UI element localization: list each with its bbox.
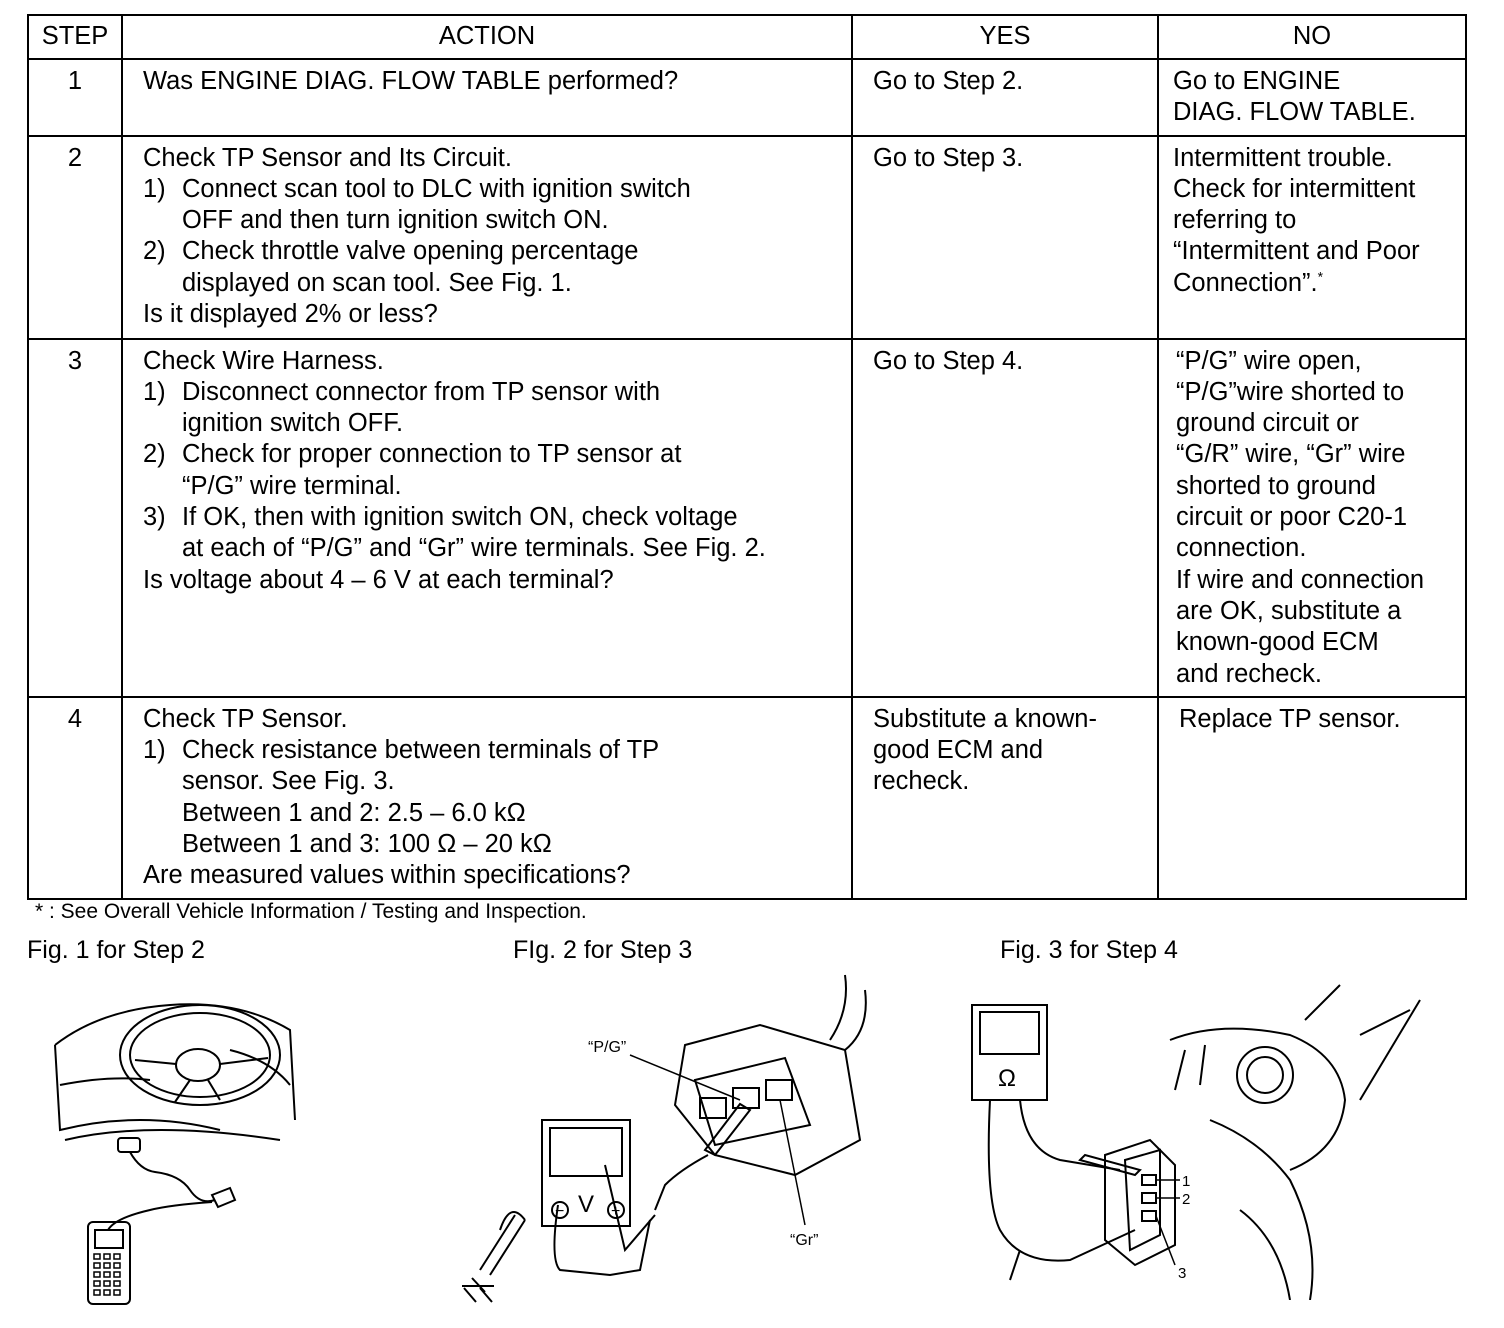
fig2-caption: FIg. 2 for Step 3 <box>513 936 693 964</box>
action-question: Is voltage about 4 – 6 V at each terminal? <box>143 565 614 594</box>
substep-number: 1) <box>143 174 166 203</box>
no-text: known-good ECM <box>1176 628 1379 657</box>
fig3-illustration <box>960 980 1440 1300</box>
action-substep <box>143 377 843 440</box>
substep-text: Disconnect connector from TP sensor with <box>182 377 661 406</box>
substep-number: 1) <box>143 736 166 765</box>
substep-text: Check for proper connection to TP sensor at <box>182 440 682 469</box>
substep-text: Check throttle valve opening percentage <box>182 237 639 266</box>
yes-cell <box>852 136 1158 339</box>
pg-wire-label: “P/G” <box>588 1039 627 1056</box>
pin-3-label: 3 <box>1178 1265 1187 1282</box>
header-action: ACTION <box>122 15 852 59</box>
no-cell <box>1158 339 1466 697</box>
substep-number: 1) <box>143 377 166 406</box>
action-substep <box>143 735 843 860</box>
no-text: ground circuit or <box>1176 409 1359 438</box>
no-text: shorted to ground <box>1176 471 1376 500</box>
action-cell <box>122 136 852 339</box>
no-cell <box>1158 136 1466 339</box>
no-text: referring to <box>1173 206 1297 235</box>
fig2-illustration <box>450 970 890 1310</box>
table-row <box>28 339 1466 697</box>
substep-number: 2) <box>143 440 166 469</box>
action-question: Is it displayed 2% or less? <box>143 300 438 329</box>
action-substep <box>143 502 843 565</box>
pin-1-label: 1 <box>1182 1173 1191 1190</box>
substep-text: Check resistance between terminals of TP <box>182 736 660 765</box>
header-yes: YES <box>852 15 1158 59</box>
fig3-caption: Fig. 3 for Step 4 <box>1000 936 1178 964</box>
substep-text: OFF and then turn ignition switch ON. <box>182 206 609 235</box>
no-text: circuit or poor C20-1 <box>1176 503 1408 532</box>
action-substep <box>143 236 843 299</box>
no-cell <box>1158 59 1466 136</box>
no-text: Go to ENGINE <box>1173 67 1341 95</box>
cable-drawing <box>108 1188 235 1230</box>
substep-text: “P/G” wire terminal. <box>182 471 402 500</box>
footnote: * : See Overall Vehicle Information / Testing and Inspection. <box>35 900 587 923</box>
yes-text: Go to Step 3. <box>873 143 1024 172</box>
substep-text: at each of “P/G” and “Gr” wire terminals. See Fig. 2. <box>182 534 766 563</box>
no-text: Replace TP sensor. <box>1179 704 1401 733</box>
substep-number: 3) <box>143 503 166 532</box>
action-cell <box>122 59 852 136</box>
no-text: DIAG. FLOW TABLE. <box>1173 98 1416 127</box>
gr-wire-label: “Gr” <box>790 1232 819 1249</box>
minus-terminal-label: − <box>555 1203 565 1220</box>
no-text: “G/R” wire, “Gr” wire <box>1176 440 1406 469</box>
step-number: 1 <box>28 59 122 136</box>
yes-cell <box>852 339 1158 697</box>
yes-text: Substitute a known- <box>873 704 1097 733</box>
no-text-last <box>1173 268 1461 299</box>
ground-symbol-icon <box>462 1278 494 1302</box>
no-text: “Intermittent and Poor <box>1173 237 1420 266</box>
table-header-row <box>28 15 1466 59</box>
substep-number: 2) <box>143 237 166 266</box>
table-row <box>28 697 1466 899</box>
action-cell <box>122 339 852 697</box>
table-row <box>28 136 1466 339</box>
action-title: Check Wire Harness. <box>143 346 384 375</box>
step-number: 3 <box>28 339 122 697</box>
action-substep <box>143 439 843 502</box>
no-text: are OK, substitute a <box>1176 596 1402 625</box>
substep-spec: Between 1 and 3: 100 Ω – 20 kΩ <box>182 830 552 859</box>
fig1-caption: Fig. 1 for Step 2 <box>27 936 205 964</box>
dlc-connector-icon <box>118 1138 215 1201</box>
yes-text: Go to Step 4. <box>873 346 1024 375</box>
throttle-body-drawing <box>1010 985 1420 1300</box>
voltmeter-unit: V <box>578 1191 595 1218</box>
no-text: Connection”. <box>1173 268 1318 297</box>
action-cell <box>122 697 852 899</box>
scan-tool-icon <box>88 1222 130 1304</box>
connector-housing-icon <box>675 975 866 1175</box>
substep-spec: Between 1 and 2: 2.5 – 6.0 kΩ <box>182 798 526 827</box>
no-text: “P/G” wire open, <box>1176 346 1362 375</box>
no-text: connection. <box>1176 534 1307 563</box>
no-text: Intermittent trouble. <box>1173 143 1393 172</box>
probe-lead-drawing <box>989 1100 1140 1261</box>
substep-text: displayed on scan tool. See Fig. 1. <box>182 268 572 297</box>
no-text: Check for intermittent <box>1173 174 1416 203</box>
yes-cell <box>852 59 1158 136</box>
footnote-marker: * <box>1317 268 1324 285</box>
steering-wheel-icon <box>120 1005 280 1105</box>
plus-terminal-label: + <box>611 1203 621 1220</box>
no-cell <box>1158 697 1466 899</box>
no-text: and recheck. <box>1176 659 1323 688</box>
header-no: NO <box>1158 15 1466 59</box>
fig1-illustration <box>40 990 330 1310</box>
yes-text: recheck. <box>873 767 970 796</box>
header-step: STEP <box>28 15 122 59</box>
no-text: If wire and connection <box>1176 565 1425 594</box>
yes-text: good ECM and <box>873 736 1044 765</box>
pin-2-label: 2 <box>1182 1191 1191 1208</box>
no-text: “P/G”wire shorted to <box>1176 377 1405 406</box>
substep-text: ignition switch OFF. <box>182 409 404 438</box>
action-title: Check TP Sensor and Its Circuit. <box>143 143 512 172</box>
substep-text: If OK, then with ignition switch ON, check voltage <box>182 503 738 532</box>
action-title: Was ENGINE DIAG. FLOW TABLE performed? <box>143 67 679 95</box>
substep-text: sensor. See Fig. 3. <box>182 767 395 796</box>
tp-sensor-icon <box>1105 1140 1175 1265</box>
action-title: Check TP Sensor. <box>143 704 348 733</box>
yes-cell <box>852 697 1158 899</box>
ohmmeter-unit: Ω <box>998 1065 1016 1092</box>
substep-text: Connect scan tool to DLC with ignition switch <box>182 174 691 203</box>
action-substep <box>143 174 843 237</box>
step-number: 4 <box>28 697 122 899</box>
step-number: 2 <box>28 136 122 339</box>
yes-text: Go to Step 2. <box>873 67 1024 95</box>
action-question: Are measured values within specifications? <box>143 861 631 890</box>
table-row <box>28 59 1466 136</box>
diagnostic-table <box>27 14 1467 900</box>
dashboard-drawing <box>55 1004 295 1140</box>
